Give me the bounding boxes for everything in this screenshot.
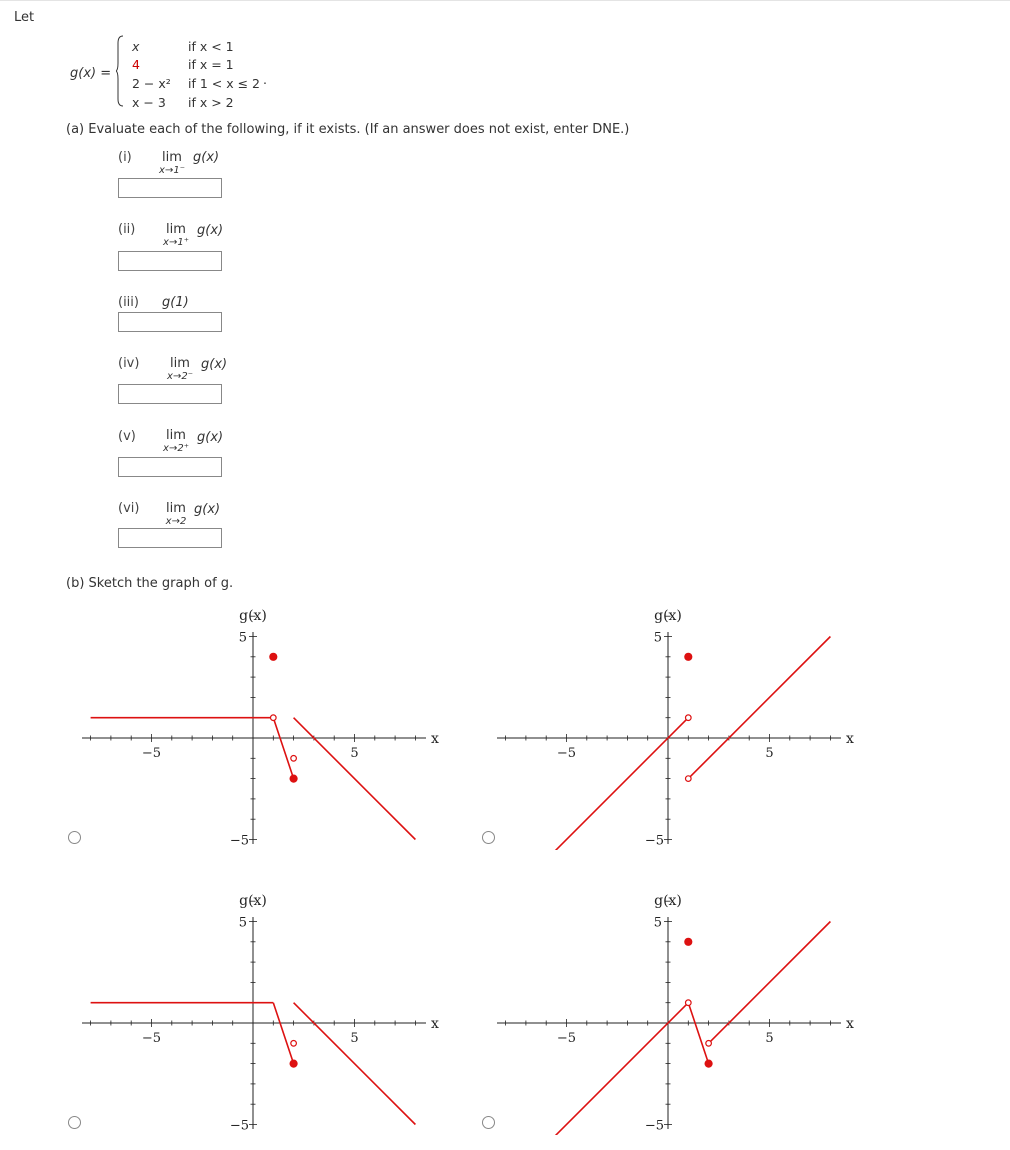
item-iv-function: g(x) [201,357,228,372]
item-iii-function: g(1) [162,295,189,310]
item-ii-function: g(x) [197,223,224,238]
item-iii-label: (iii) [118,295,139,310]
top-divider [0,0,1010,1]
item-i-label: (i) [118,150,132,165]
piecewise-expr-1: x [132,39,140,54]
closed-point [685,938,692,945]
y-tick-label-5: 5 [653,630,662,646]
graph-option-d [475,885,875,1135]
closed-point [270,653,277,660]
graph-option-c [60,885,460,1135]
closed-point [290,775,297,782]
radio-option-a[interactable] [68,831,81,844]
x-tick-label-5: 5 [765,1031,774,1046]
closed-point [685,653,692,660]
open-point [706,1041,712,1047]
function-label: g(x) = [70,66,112,81]
piecewise-expr-4: x − 3 [132,95,166,110]
y-tick-label-neg5: −5 [644,833,664,849]
graph-segment-2 [688,637,830,779]
piecewise-expr-3: 2 − x² [132,76,171,91]
item-v-label: (v) [118,429,136,444]
graph-option-b [475,600,875,850]
y-axis-label: g(x) [239,893,267,909]
intro-text: Let [14,10,35,25]
radio-option-d[interactable] [482,1116,495,1129]
open-point [686,715,692,721]
x-tick-label-5: 5 [350,746,359,761]
piecewise-cond-3: if 1 < x ≤ 2 [188,76,260,91]
closed-point [705,1060,712,1067]
graph-segment-2 [273,1003,293,1064]
answer-input-v[interactable] [118,457,222,477]
piecewise-cond-2: if x = 1 [188,57,234,72]
answer-input-ii[interactable] [118,251,222,271]
y-tick-label-neg5: −5 [229,1118,249,1134]
open-point [271,715,277,721]
piecewise-expr-2: 4 [132,57,140,72]
y-axis-label: g(x) [654,608,682,624]
y-axis-label: g(x) [654,893,682,909]
item-i-limit: lim x→1⁻ [159,150,185,176]
part-a-instructions: (a) Evaluate each of the following, if it exists. (If an answer does not exist, enter DNE.) [66,122,630,137]
x-tick-label-5: 5 [350,1031,359,1046]
item-ii-limit: lim x→1⁺ [163,222,189,248]
graph-option-a [60,600,460,850]
y-tick-label-5: 5 [238,915,247,931]
item-vi-label: (vi) [118,501,140,516]
open-point [291,1041,297,1047]
y-tick-label-5: 5 [653,915,662,931]
y-axis-label: g(x) [239,608,267,624]
part-b-instructions: (b) Sketch the graph of g. [66,576,234,591]
closed-point [290,1060,297,1067]
x-axis-label: x [431,1016,439,1032]
x-tick-label-neg5: −5 [141,1031,162,1046]
item-ii-label: (ii) [118,222,136,237]
x-tick-label-neg5: −5 [141,746,162,761]
item-iv-label: (iv) [118,356,140,371]
y-tick-label-neg5: −5 [644,1118,664,1134]
left-brace [116,35,124,107]
answer-input-i[interactable] [118,178,222,198]
y-tick-label-neg5: −5 [229,833,249,849]
x-axis-label: x [431,731,439,747]
answer-input-iv[interactable] [118,384,222,404]
graph-segment-2 [688,1003,708,1064]
x-axis-label: x [846,731,854,747]
item-v-function: g(x) [197,430,224,445]
x-tick-label-neg5: −5 [556,1031,577,1046]
x-axis-label: x [846,1016,854,1032]
answer-input-vi[interactable] [118,528,222,548]
item-vi-function: g(x) [194,502,221,517]
piecewise-terminator: . [263,72,267,87]
open-point [686,1000,692,1006]
graph-segment-2 [273,718,293,779]
x-tick-label-5: 5 [765,746,774,761]
piecewise-cond-4: if x > 2 [188,95,234,110]
radio-option-c[interactable] [68,1116,81,1129]
open-point [686,776,692,782]
piecewise-cond-1: if x < 1 [188,39,234,54]
radio-option-b[interactable] [482,831,495,844]
answer-input-iii[interactable] [118,312,222,332]
x-tick-label-neg5: −5 [556,746,577,761]
item-i-function: g(x) [193,150,220,165]
item-iv-limit: lim x→2⁻ [167,356,193,382]
y-tick-label-5: 5 [238,630,247,646]
item-v-limit: lim x→2⁺ [163,428,189,454]
item-vi-limit: lim x→2 [165,501,187,527]
open-point [291,756,297,762]
